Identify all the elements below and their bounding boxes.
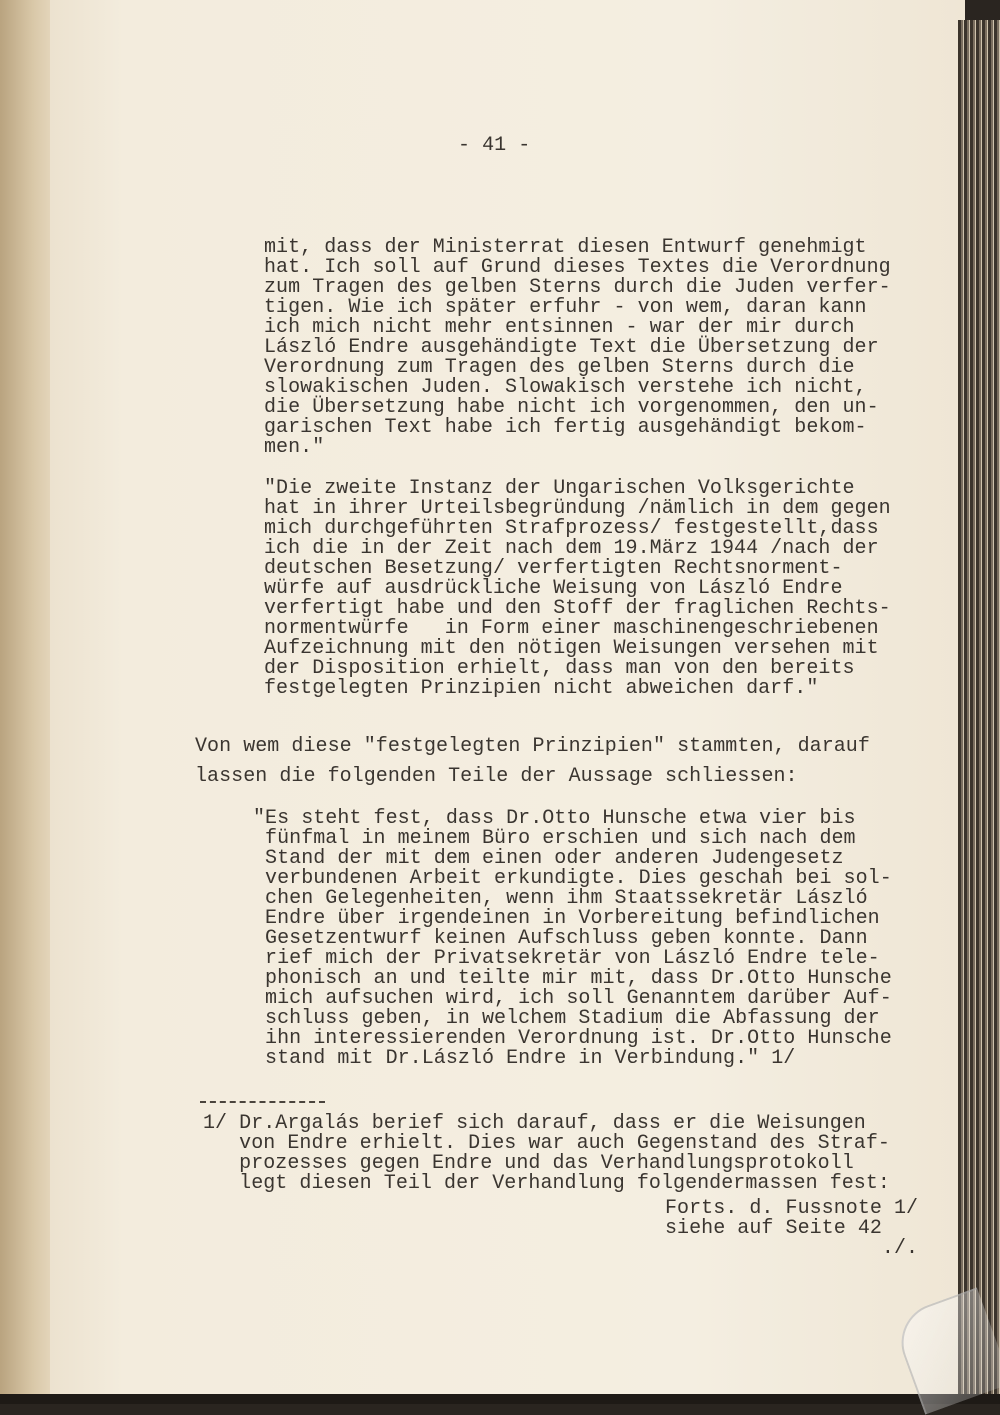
text-line: legt diesen Teil der Verhandlung folgendermassen fest: bbox=[203, 1172, 890, 1195]
text-line: die Übersetzung habe nicht ich vorgenommen, den un- bbox=[264, 396, 879, 419]
text-line: phonisch an und teilte mir mit, dass Dr.Otto Hunsche bbox=[253, 967, 892, 990]
text-line: Von wem diese "festgelegten Prinzipien" stammten, darauf bbox=[195, 735, 870, 758]
text-line: Forts. d. Fussnote 1/ bbox=[665, 1197, 919, 1220]
text-line: "Die zweite Instanz der Ungarischen Volksgerichte bbox=[264, 477, 855, 500]
text-line: László Endre ausgehändigte Text die Übersetzung der bbox=[264, 336, 879, 359]
text-line: schluss geben, in welchem Stadium die Abfassung der bbox=[253, 1007, 880, 1030]
text-line: Endre über irgendeinen in Vorbereitung befindlichen bbox=[253, 907, 880, 930]
text-line: ./. bbox=[665, 1237, 919, 1260]
text-line: würfe auf ausdrückliche Weisung von László Endre bbox=[264, 577, 843, 600]
text-line: ich mich nicht mehr entsinnen - war der mir durch bbox=[264, 316, 855, 339]
text-line: zum Tragen des gelben Sterns durch die Juden verfer- bbox=[264, 276, 891, 299]
page-stack-edge bbox=[958, 20, 1000, 1404]
text-line: hat. Ich soll auf Grund dieses Textes die Verordnung bbox=[264, 256, 891, 279]
book-bottom-edge bbox=[0, 1394, 1000, 1404]
footnote bbox=[203, 1114, 890, 1194]
quote-paragraph-3 bbox=[253, 809, 892, 1069]
text-line: stand mit Dr.László Endre in Verbindung." 1/ bbox=[253, 1047, 796, 1070]
text-line: siehe auf Seite 42 bbox=[665, 1217, 882, 1240]
footnote-separator bbox=[200, 1101, 325, 1103]
text-line: deutschen Besetzung/ verfertigten Rechtsnorment- bbox=[264, 557, 843, 580]
text-line: fünfmal in meinem Büro erschien und sich nach dem bbox=[253, 827, 856, 850]
text-line: von Endre erhielt. Dies war auch Gegenstand des Straf- bbox=[203, 1132, 890, 1155]
quote-paragraph-1 bbox=[264, 238, 891, 458]
text-line: festgelegten Prinzipien nicht abweichen darf." bbox=[264, 677, 819, 700]
text-line: Aufzeichnung mit den nötigen Weisungen versehen mit bbox=[264, 637, 879, 660]
transition-paragraph bbox=[195, 732, 870, 792]
quote-paragraph-2 bbox=[264, 479, 891, 699]
text-line: "Es steht fest, dass Dr.Otto Hunsche etwa vier bis bbox=[253, 807, 856, 830]
text-line: normentwürfe in Form einer maschinengeschriebenen bbox=[264, 617, 879, 640]
text-line: men." bbox=[264, 436, 325, 459]
text-line: ich die in der Zeit nach dem 19.März 1944 /nach der bbox=[264, 537, 879, 560]
text-line: Gesetzentwurf keinen Aufschluss geben konnte. Dann bbox=[253, 927, 868, 950]
text-line: verfertigt habe und den Stoff der fraglichen Rechts- bbox=[264, 597, 891, 620]
text-line: 1/ Dr.Argalás berief sich darauf, dass er die Weisungen bbox=[203, 1112, 866, 1135]
text-line: lassen die folgenden Teile der Aussage schliessen: bbox=[195, 765, 798, 788]
text-line: mich durchgeführten Strafprozess/ festgestellt,dass bbox=[264, 517, 879, 540]
text-line: tigen. Wie ich später erfuhr - von wem, daran kann bbox=[264, 296, 867, 319]
text-line: Verordnung zum Tragen des gelben Sterns durch die bbox=[264, 356, 855, 379]
text-line: prozesses gegen Endre und das Verhandlungsprotokoll bbox=[203, 1152, 854, 1175]
text-line: mit, dass der Ministerrat diesen Entwurf genehmigt bbox=[264, 236, 867, 259]
text-line: ihn interessierenden Verordnung ist. Dr.Otto Hunsche bbox=[253, 1027, 892, 1050]
text-line: hat in ihrer Urteilsbegründung /nämlich in dem gegen bbox=[264, 497, 891, 520]
footnote-continuation-note bbox=[665, 1199, 918, 1259]
text-line: slowakischen Juden. Slowakisch verstehe ich nicht, bbox=[264, 376, 867, 399]
text-line: rief mich der Privatsekretär von László Endre tele- bbox=[253, 947, 880, 970]
text-line: chen Gelegenheiten, wenn ihm Staatssekretär László bbox=[253, 887, 868, 910]
page-number: - 41 - bbox=[458, 134, 531, 157]
text-line: garischen Text habe ich fertig ausgehändigt bekom- bbox=[264, 416, 867, 439]
text-line: mich aufsuchen wird, ich soll Genanntem darüber Auf- bbox=[253, 987, 892, 1010]
text-line: der Disposition erhielt, dass man von den bereits bbox=[264, 657, 855, 680]
text-line: verbundenen Arbeit erkundigte. Dies geschah bei sol- bbox=[253, 867, 892, 890]
text-line: Stand der mit dem einen oder anderen Judengesetz bbox=[253, 847, 844, 870]
